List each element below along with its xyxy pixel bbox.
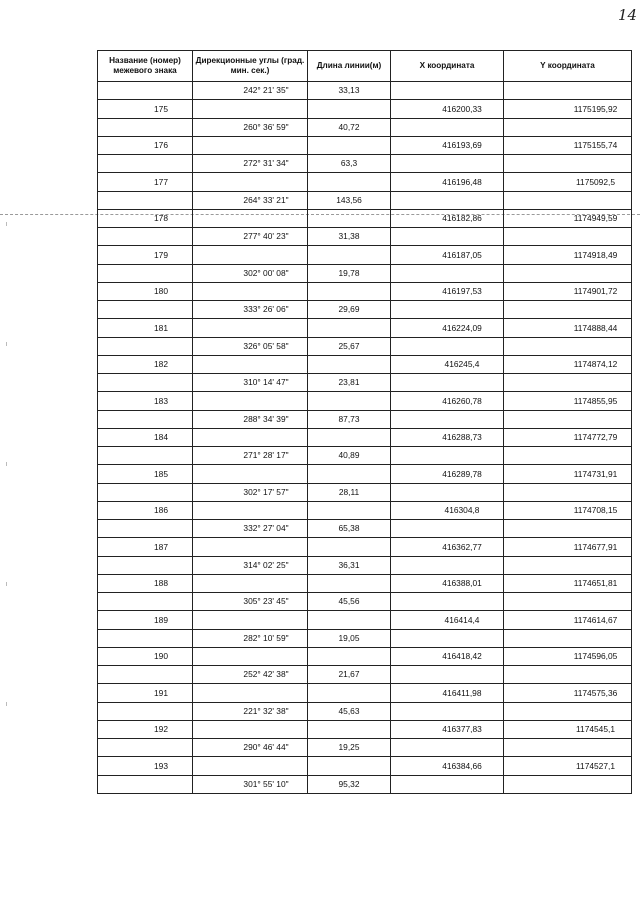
cell-mark-name: 184 xyxy=(98,428,193,446)
table-row xyxy=(98,775,632,793)
cell-mark-name xyxy=(98,374,193,392)
table-row xyxy=(98,392,632,410)
cell-bearing-angle: 332° 27' 04" xyxy=(193,520,308,538)
cell-mark-name: 193 xyxy=(98,757,193,775)
cell-mark-name xyxy=(98,228,193,246)
cell-bearing-angle: 290° 46' 44" xyxy=(193,739,308,757)
cell-x-coordinate xyxy=(391,447,504,465)
cell-x-coordinate: 416182,86 xyxy=(391,209,504,227)
cell-x-coordinate xyxy=(391,410,504,428)
cell-y-coordinate xyxy=(504,739,632,757)
cell-bearing-angle xyxy=(193,684,308,702)
cell-mark-name xyxy=(98,410,193,428)
table-row xyxy=(98,246,632,264)
page-number: 14 xyxy=(618,6,638,24)
cell-x-coordinate: 416224,09 xyxy=(391,319,504,337)
cell-bearing-angle xyxy=(193,757,308,775)
cell-line-length xyxy=(308,501,391,519)
cell-y-coordinate: 1174855,95 xyxy=(504,392,632,410)
table-row xyxy=(98,191,632,209)
cell-line-length xyxy=(308,209,391,227)
cell-y-coordinate xyxy=(504,301,632,319)
cell-bearing-angle xyxy=(193,428,308,446)
cell-x-coordinate xyxy=(391,593,504,611)
header-bearing-angle: Дирекционные углы (град. мин. сек.) xyxy=(193,51,308,82)
cell-y-coordinate: 1174614,67 xyxy=(504,611,632,629)
cell-line-length xyxy=(308,720,391,738)
cell-y-coordinate xyxy=(504,556,632,574)
cell-bearing-angle xyxy=(193,319,308,337)
cell-x-coordinate xyxy=(391,483,504,501)
cell-x-coordinate xyxy=(391,155,504,173)
table-row xyxy=(98,100,632,118)
table-row xyxy=(98,611,632,629)
cell-mark-name: 179 xyxy=(98,246,193,264)
table-row xyxy=(98,647,632,665)
cell-y-coordinate: 1174874,12 xyxy=(504,355,632,373)
table-row xyxy=(98,447,632,465)
table-header-row xyxy=(98,51,632,82)
table-row xyxy=(98,136,632,154)
cell-x-coordinate xyxy=(391,666,504,684)
table-row xyxy=(98,483,632,501)
cell-y-coordinate xyxy=(504,374,632,392)
cell-x-coordinate: 416388,01 xyxy=(391,574,504,592)
cell-x-coordinate: 416196,48 xyxy=(391,173,504,191)
cell-line-length xyxy=(308,574,391,592)
margin-mark xyxy=(6,702,11,706)
cell-x-coordinate xyxy=(391,118,504,136)
cell-line-length: 21,67 xyxy=(308,666,391,684)
cell-y-coordinate: 1174888,44 xyxy=(504,319,632,337)
cell-y-coordinate: 1174901,72 xyxy=(504,282,632,300)
cell-bearing-angle xyxy=(193,465,308,483)
cell-mark-name: 186 xyxy=(98,501,193,519)
table-row xyxy=(98,264,632,282)
cell-mark-name xyxy=(98,556,193,574)
cell-y-coordinate xyxy=(504,410,632,428)
cell-y-coordinate xyxy=(504,118,632,136)
margin-mark xyxy=(6,582,11,586)
cell-line-length: 87,73 xyxy=(308,410,391,428)
cell-x-coordinate: 416418,42 xyxy=(391,647,504,665)
cell-y-coordinate: 1174596,05 xyxy=(504,647,632,665)
cell-y-coordinate: 1174575,36 xyxy=(504,684,632,702)
cell-line-length xyxy=(308,647,391,665)
cell-bearing-angle: 252° 42' 38" xyxy=(193,666,308,684)
table-row xyxy=(98,538,632,556)
cell-y-coordinate xyxy=(504,337,632,355)
cell-bearing-angle xyxy=(193,173,308,191)
cell-line-length: 19,05 xyxy=(308,629,391,647)
table-body xyxy=(98,82,632,794)
cell-y-coordinate: 1174527,1 xyxy=(504,757,632,775)
cell-mark-name: 189 xyxy=(98,611,193,629)
table-row xyxy=(98,739,632,757)
cell-bearing-angle xyxy=(193,720,308,738)
cell-x-coordinate: 416304,8 xyxy=(391,501,504,519)
cell-mark-name: 178 xyxy=(98,209,193,227)
cell-x-coordinate xyxy=(391,82,504,100)
cell-line-length: 40,72 xyxy=(308,118,391,136)
table-row xyxy=(98,666,632,684)
cell-mark-name xyxy=(98,666,193,684)
cell-mark-name xyxy=(98,155,193,173)
cell-x-coordinate: 416414,4 xyxy=(391,611,504,629)
cell-x-coordinate: 416288,73 xyxy=(391,428,504,446)
cell-x-coordinate xyxy=(391,702,504,720)
cell-x-coordinate: 416193,69 xyxy=(391,136,504,154)
table-row xyxy=(98,118,632,136)
cell-mark-name: 191 xyxy=(98,684,193,702)
header-line-length: Длина линии(м) xyxy=(308,51,391,82)
cell-mark-name xyxy=(98,118,193,136)
cell-mark-name xyxy=(98,82,193,100)
cell-x-coordinate: 416200,33 xyxy=(391,100,504,118)
cell-x-coordinate xyxy=(391,191,504,209)
cell-x-coordinate: 416187,05 xyxy=(391,246,504,264)
cell-bearing-angle xyxy=(193,611,308,629)
cell-line-length xyxy=(308,282,391,300)
table-row xyxy=(98,319,632,337)
cell-y-coordinate xyxy=(504,155,632,173)
table-row xyxy=(98,757,632,775)
cell-bearing-angle xyxy=(193,647,308,665)
cell-line-length xyxy=(308,173,391,191)
cell-bearing-angle xyxy=(193,136,308,154)
cell-mark-name xyxy=(98,775,193,793)
cell-y-coordinate: 1174731,91 xyxy=(504,465,632,483)
header-boundary-mark-name: Название (номер) межевого знака xyxy=(98,51,193,82)
cell-mark-name: 190 xyxy=(98,647,193,665)
table-row xyxy=(98,374,632,392)
cell-x-coordinate: 416197,53 xyxy=(391,282,504,300)
cell-line-length xyxy=(308,611,391,629)
cell-y-coordinate xyxy=(504,629,632,647)
cell-line-length: 33,13 xyxy=(308,82,391,100)
cell-mark-name: 187 xyxy=(98,538,193,556)
cell-y-coordinate xyxy=(504,447,632,465)
cell-mark-name: 188 xyxy=(98,574,193,592)
cell-line-length: 65,38 xyxy=(308,520,391,538)
margin-mark xyxy=(6,342,11,346)
cell-y-coordinate xyxy=(504,483,632,501)
table-row xyxy=(98,355,632,373)
cell-bearing-angle xyxy=(193,392,308,410)
table-row xyxy=(98,209,632,227)
cell-bearing-angle xyxy=(193,355,308,373)
cell-x-coordinate xyxy=(391,556,504,574)
table-row xyxy=(98,574,632,592)
cell-y-coordinate: 1174545,1 xyxy=(504,720,632,738)
cell-mark-name xyxy=(98,520,193,538)
cell-bearing-angle: 314° 02' 25" xyxy=(193,556,308,574)
cell-bearing-angle: 260° 36' 59" xyxy=(193,118,308,136)
table-row xyxy=(98,228,632,246)
cell-y-coordinate: 1175092,5 xyxy=(504,173,632,191)
cell-bearing-angle xyxy=(193,209,308,227)
cell-y-coordinate xyxy=(504,191,632,209)
cell-y-coordinate xyxy=(504,228,632,246)
cell-y-coordinate: 1175195,92 xyxy=(504,100,632,118)
table-row xyxy=(98,282,632,300)
cell-line-length: 95,32 xyxy=(308,775,391,793)
table-row xyxy=(98,428,632,446)
cell-mark-name xyxy=(98,264,193,282)
cell-line-length: 45,56 xyxy=(308,593,391,611)
cell-mark-name xyxy=(98,191,193,209)
table-row xyxy=(98,629,632,647)
table-row xyxy=(98,684,632,702)
margin-mark xyxy=(6,462,11,466)
cell-mark-name xyxy=(98,337,193,355)
cell-bearing-angle: 271° 28' 17" xyxy=(193,447,308,465)
header-x-coordinate: X координата xyxy=(391,51,504,82)
cell-line-length xyxy=(308,392,391,410)
cell-line-length xyxy=(308,684,391,702)
table-row xyxy=(98,501,632,519)
table-row xyxy=(98,82,632,100)
table-row xyxy=(98,155,632,173)
cell-y-coordinate xyxy=(504,702,632,720)
cell-mark-name: 180 xyxy=(98,282,193,300)
cell-mark-name: 185 xyxy=(98,465,193,483)
table-row xyxy=(98,465,632,483)
cell-line-length: 40,89 xyxy=(308,447,391,465)
cell-bearing-angle: 302° 17' 57" xyxy=(193,483,308,501)
cell-line-length: 29,69 xyxy=(308,301,391,319)
cell-x-coordinate: 416384,66 xyxy=(391,757,504,775)
cell-line-length xyxy=(308,136,391,154)
cell-bearing-angle xyxy=(193,282,308,300)
cell-mark-name: 175 xyxy=(98,100,193,118)
cell-mark-name: 176 xyxy=(98,136,193,154)
cell-line-length: 28,11 xyxy=(308,483,391,501)
cell-mark-name xyxy=(98,483,193,501)
cell-mark-name xyxy=(98,702,193,720)
table-row xyxy=(98,593,632,611)
cell-x-coordinate: 416411,98 xyxy=(391,684,504,702)
cell-y-coordinate xyxy=(504,264,632,282)
cell-line-length xyxy=(308,428,391,446)
cell-bearing-angle: 277° 40' 23" xyxy=(193,228,308,246)
cell-bearing-angle: 301° 55' 10" xyxy=(193,775,308,793)
cell-line-length: 23,81 xyxy=(308,374,391,392)
cell-x-coordinate: 416377,83 xyxy=(391,720,504,738)
cell-line-length: 31,38 xyxy=(308,228,391,246)
margin-mark xyxy=(6,222,11,226)
table-row xyxy=(98,520,632,538)
cell-y-coordinate: 1175155,74 xyxy=(504,136,632,154)
cell-x-coordinate: 416260,78 xyxy=(391,392,504,410)
cell-bearing-angle: 302° 00' 08" xyxy=(193,264,308,282)
cell-mark-name xyxy=(98,739,193,757)
cell-bearing-angle: 333° 26' 06" xyxy=(193,301,308,319)
cell-y-coordinate xyxy=(504,593,632,611)
cell-y-coordinate xyxy=(504,775,632,793)
cell-line-length xyxy=(308,319,391,337)
cell-bearing-angle xyxy=(193,246,308,264)
cell-bearing-angle xyxy=(193,100,308,118)
cell-bearing-angle xyxy=(193,574,308,592)
header-y-coordinate: Y координата xyxy=(504,51,632,82)
cell-mark-name xyxy=(98,629,193,647)
cell-bearing-angle: 221° 32' 38" xyxy=(193,702,308,720)
cell-y-coordinate: 1174772,79 xyxy=(504,428,632,446)
cell-mark-name: 181 xyxy=(98,319,193,337)
cell-mark-name: 182 xyxy=(98,355,193,373)
cell-bearing-angle: 288° 34' 39" xyxy=(193,410,308,428)
cell-line-length: 63,3 xyxy=(308,155,391,173)
cell-x-coordinate: 416245,4 xyxy=(391,355,504,373)
cell-line-length xyxy=(308,465,391,483)
cell-line-length xyxy=(308,246,391,264)
cell-y-coordinate: 1174677,91 xyxy=(504,538,632,556)
cell-line-length: 25,67 xyxy=(308,337,391,355)
cell-line-length: 45,63 xyxy=(308,702,391,720)
cell-x-coordinate xyxy=(391,374,504,392)
cell-x-coordinate xyxy=(391,775,504,793)
table-row xyxy=(98,410,632,428)
cell-x-coordinate xyxy=(391,739,504,757)
table-row xyxy=(98,720,632,738)
cell-mark-name xyxy=(98,447,193,465)
table-row xyxy=(98,337,632,355)
cell-bearing-angle: 310° 14' 47" xyxy=(193,374,308,392)
cell-line-length: 36,31 xyxy=(308,556,391,574)
cell-x-coordinate xyxy=(391,520,504,538)
cell-y-coordinate: 1174918,49 xyxy=(504,246,632,264)
cell-y-coordinate xyxy=(504,666,632,684)
cell-x-coordinate xyxy=(391,629,504,647)
cell-x-coordinate xyxy=(391,228,504,246)
cell-mark-name xyxy=(98,593,193,611)
cell-bearing-angle: 305° 23' 45" xyxy=(193,593,308,611)
table-row xyxy=(98,301,632,319)
cell-bearing-angle: 264° 33' 21" xyxy=(193,191,308,209)
cell-y-coordinate xyxy=(504,520,632,538)
cell-line-length xyxy=(308,757,391,775)
cell-x-coordinate xyxy=(391,264,504,282)
cell-mark-name xyxy=(98,301,193,319)
cell-y-coordinate: 1174651,81 xyxy=(504,574,632,592)
cell-line-length: 143,56 xyxy=(308,191,391,209)
boundary-coordinates-table xyxy=(97,50,632,794)
cell-bearing-angle xyxy=(193,501,308,519)
cell-bearing-angle xyxy=(193,538,308,556)
cell-line-length xyxy=(308,355,391,373)
table-row xyxy=(98,556,632,574)
cell-mark-name: 192 xyxy=(98,720,193,738)
cell-y-coordinate: 1174949,59 xyxy=(504,209,632,227)
cell-line-length: 19,78 xyxy=(308,264,391,282)
cell-x-coordinate: 416362,77 xyxy=(391,538,504,556)
cell-line-length: 19,25 xyxy=(308,739,391,757)
cell-x-coordinate xyxy=(391,301,504,319)
cell-x-coordinate: 416289,78 xyxy=(391,465,504,483)
cell-bearing-angle: 326° 05' 58" xyxy=(193,337,308,355)
table-row xyxy=(98,173,632,191)
cell-line-length xyxy=(308,538,391,556)
cell-y-coordinate xyxy=(504,82,632,100)
cell-mark-name: 177 xyxy=(98,173,193,191)
cell-bearing-angle: 272° 31' 34" xyxy=(193,155,308,173)
cell-x-coordinate xyxy=(391,337,504,355)
cell-line-length xyxy=(308,100,391,118)
cell-bearing-angle: 242° 21' 35" xyxy=(193,82,308,100)
table-row xyxy=(98,702,632,720)
cell-mark-name: 183 xyxy=(98,392,193,410)
cell-bearing-angle: 282° 10' 59" xyxy=(193,629,308,647)
cell-y-coordinate: 1174708,15 xyxy=(504,501,632,519)
